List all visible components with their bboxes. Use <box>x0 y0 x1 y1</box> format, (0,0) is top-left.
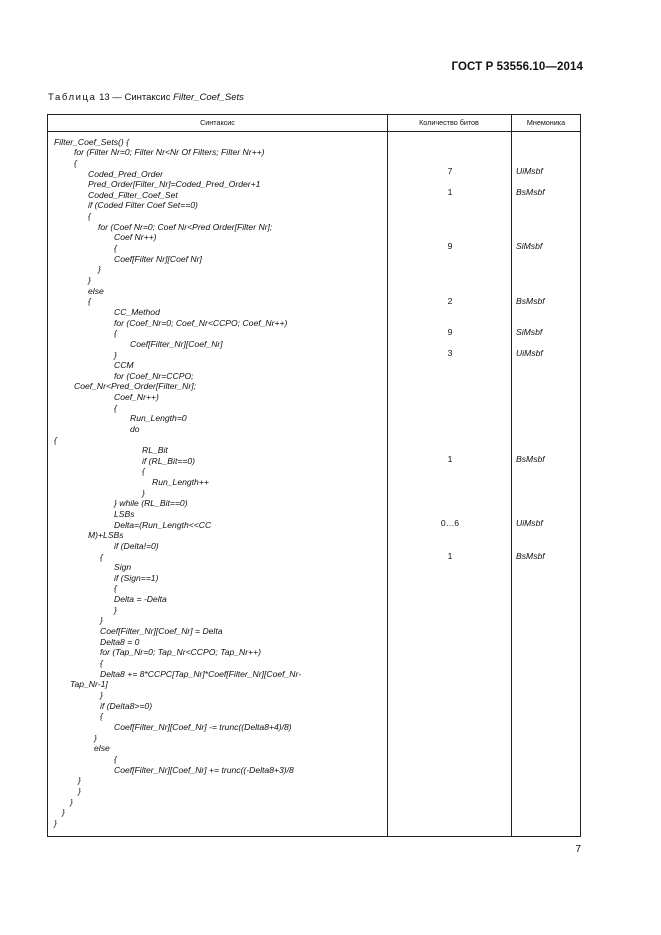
code-line: { <box>74 158 77 168</box>
bits-value: 9 <box>447 241 453 251</box>
code-line: if (Delta8>=0) <box>100 701 153 711</box>
code-line: Sign <box>114 562 132 572</box>
code-line: Pred_Order[Filter_Nr]=Coded_Pred_Order+1 <box>88 179 261 189</box>
code-line: Filter_Coef_Sets() { <box>54 137 129 147</box>
code-line: } <box>98 264 101 274</box>
mnemonic-value: BsMsbf <box>516 296 545 306</box>
code-line: CC_Method <box>114 307 160 317</box>
mnemonic-value: UiMsbf <box>516 518 543 528</box>
code-line: Coef[Filter_Nr][Coef_Nr] = Delta <box>100 626 223 636</box>
code-line: } <box>70 797 73 807</box>
code-line: { <box>54 435 57 445</box>
code-line: LSBs <box>114 509 135 519</box>
caption-name: Filter_Coef_Sets <box>173 92 244 103</box>
caption-number: 13 — <box>99 92 122 103</box>
code-line: if (Coded Filter Coef Set==0) <box>88 200 198 210</box>
bits-value: 9 <box>447 327 453 337</box>
document-header: ГОСТ Р 53556.10—2014 <box>451 61 583 73</box>
code-line: Coef_Nr++) <box>114 392 159 402</box>
code-line: RL_Bit <box>142 445 168 455</box>
code-line: if (Delta!=0) <box>114 541 159 551</box>
bits-value: 1 <box>447 454 453 464</box>
code-line: Coef[Filter_Nr][Coef_Nr] -= trunc((Delta8+4)/8) <box>114 722 292 732</box>
code-line: for (Coef_Nr=0; Coef_Nr<CCPO; Coef_Nr++) <box>114 318 288 328</box>
code-line: { <box>100 658 103 668</box>
code-line: Run_Length++ <box>152 477 209 487</box>
code-line: if (RL_Bit==0) <box>142 456 196 466</box>
code-line: for (Coef_Nr=CCPO; <box>114 371 194 381</box>
code-line: Delta = -Delta <box>114 594 167 604</box>
column-header-mnemonic: Мнемоника <box>526 118 566 127</box>
code-line: { <box>100 711 103 721</box>
code-line: { <box>100 552 103 562</box>
mnemonic-value: SiMsbf <box>516 241 543 251</box>
caption-label: Таблица <box>48 92 97 103</box>
bits-value: 2 <box>447 296 453 306</box>
page-number: 7 <box>575 844 581 855</box>
code-line: { <box>114 754 117 764</box>
code-line: Coef Nr++) <box>114 232 157 242</box>
column-header-syntax: Синтаксис <box>200 118 235 127</box>
mnemonic-value: BsMsbf <box>516 187 545 197</box>
code-line: for (Filter Nr=0; Filter Nr<Nr Of Filters; Filter Nr++) <box>74 147 265 157</box>
code-line: do <box>130 424 140 434</box>
code-line: } while (RL_Bit==0) <box>114 498 188 508</box>
code-line: } <box>78 786 81 796</box>
code-line: } <box>94 733 97 743</box>
column-divider <box>511 115 512 836</box>
column-header-bits: Количество битов <box>419 118 479 127</box>
table-caption <box>48 92 244 103</box>
bits-value: 1 <box>447 551 453 561</box>
code-line: } <box>100 615 103 625</box>
code-line: Tap_Nr-1] <box>70 679 108 689</box>
code-line: Coef_Nr<Pred_Order[Filter_Nr]; <box>74 381 197 391</box>
code-line: } <box>142 488 145 498</box>
code-line: } <box>54 818 57 828</box>
code-line: CCM <box>114 360 134 370</box>
mnemonic-value: UiMsbf <box>516 166 543 176</box>
code-line: } <box>78 775 81 785</box>
code-line: { <box>142 466 145 476</box>
mnemonic-value: BsMsbf <box>516 551 545 561</box>
code-line: { <box>114 328 117 338</box>
code-line: for (Coef Nr=0; Coef Nr<Pred Order[Filter Nr]; <box>98 222 273 232</box>
code-line: Delta8 = 0 <box>100 637 140 647</box>
code-line: { <box>114 403 117 413</box>
syntax-code <box>48 115 388 836</box>
bits-value: 7 <box>447 166 453 176</box>
code-line: } <box>114 605 117 615</box>
code-line: Delta8 += 8*CCPC[Tap_Nr]*Coef[Filter_Nr][Coef_Nr- <box>100 669 302 679</box>
code-line: else <box>94 743 110 753</box>
code-line: Coef[Filter_Nr][Coef_Nr] <box>130 339 223 349</box>
code-line: M)+LSBs <box>88 530 124 540</box>
mnemonic-value: SiMsbf <box>516 327 543 337</box>
code-line: for (Tap_Nr=0; Tap_Nr<CCPO; Tap_Nr++) <box>100 647 261 657</box>
mnemonic-value: BsMsbf <box>516 454 545 464</box>
syntax-table <box>47 114 581 837</box>
mnemonic-value: UiMsbf <box>516 348 543 358</box>
bits-value: 3 <box>447 348 453 358</box>
code-line: else <box>88 286 104 296</box>
code-line: Coef[Filter Nr][Coef Nr] <box>114 254 202 264</box>
code-line: Delta=(Run_Length<<CC <box>114 520 212 530</box>
code-line: { <box>114 583 117 593</box>
code-line: } <box>62 807 65 817</box>
caption-text: Синтаксис <box>124 92 171 103</box>
code-line: { <box>88 296 91 306</box>
code-line: Run_Length=0 <box>130 413 187 423</box>
code-line: } <box>114 350 117 360</box>
code-line: { <box>114 243 117 253</box>
code-line: Coded_Pred_Order <box>88 169 164 179</box>
code-line: } <box>100 690 103 700</box>
code-line: if (Sign==1) <box>114 573 159 583</box>
code-line: Coded_Filter_Coef_Set <box>88 190 178 200</box>
code-line: Coef[Filter_Nr][Coef_Nr] += trunc((-Delta8+3)/8 <box>114 765 294 775</box>
bits-value: 1 <box>447 187 453 197</box>
bits-value: 0…6 <box>440 518 460 528</box>
code-line: } <box>88 275 91 285</box>
code-line: { <box>88 211 91 221</box>
